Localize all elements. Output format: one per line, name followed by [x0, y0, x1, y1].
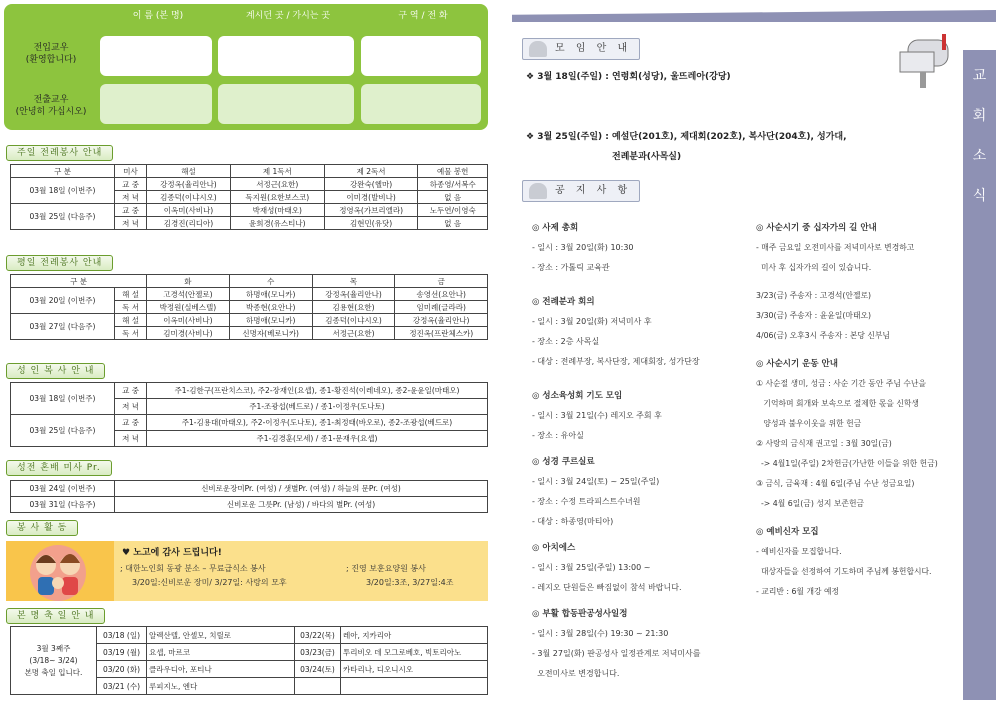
sunday-service-table [10, 164, 488, 230]
cell: 없 음 [418, 217, 488, 230]
cell: 없 음 [418, 191, 488, 204]
cell: 서정근(요한) [230, 178, 324, 191]
date-cell: 03월 24일 (이번주) [11, 481, 115, 497]
cell: 신비로운 그릇Pr. (남성) / 바다의 별Pr. (여성) [115, 497, 488, 513]
table-row [11, 415, 488, 431]
person-icon [529, 41, 547, 57]
cell: 서정근(요한) [312, 327, 395, 340]
notice-line: -> 4월1일(주일) 2차헌금(가난한 이들을 위한 헌금) [756, 459, 938, 468]
date-cell [295, 678, 341, 695]
table-row [11, 481, 488, 497]
notice-line: - 일시 : 3월 24일(토) ~ 25일(주일) [532, 477, 660, 486]
cell: 김종덕(이냐시오) [147, 191, 231, 204]
table-row [11, 178, 488, 191]
notice-title: 공 지 사 항 [555, 185, 632, 196]
notice-line: 3/23(금) 주송자 : 고경석(안젤로) [756, 291, 872, 300]
cell: 하명애(모니카) [229, 314, 312, 327]
table-row [11, 314, 488, 327]
cell: 카타리나, 디오니시오 [341, 661, 488, 678]
vertical-title-char: 교 [972, 68, 987, 84]
date-cell: 03/20 (화) [97, 661, 147, 678]
notice-heading: ◎ 부활 합동판공성사일정 [532, 609, 628, 619]
right-page [512, 10, 998, 704]
meeting-line-2b: 전례분과(사목실) [612, 152, 682, 162]
col-header: 예물 봉헌 [418, 165, 488, 178]
date-cell: 03월 27일 (다음주) [11, 314, 115, 340]
cell: 윤희경(유스티나) [230, 217, 324, 230]
notice-line: - 레지오 단원들은 빠짐없이 참석 바랍니다. [532, 583, 682, 592]
role-cell: 독 서 [115, 327, 147, 340]
notice-line: - 매주 금요일 오전미사를 저녁미사로 변경하고 [756, 243, 915, 252]
col-header: 목 [312, 275, 395, 288]
notice-heading: ◎ 사순시기 운동 안내 [756, 359, 838, 369]
date-cell: 03월 25일 (다음주) [11, 415, 115, 447]
date-cell: 03/18 (일) [97, 627, 147, 644]
cell: 클라우디아, 포티나 [147, 661, 295, 678]
marriage-table [10, 480, 488, 513]
cell: 정영옥(가브리엘라) [324, 204, 418, 217]
weekday-service-title: 평일 전례봉사 안내 [6, 255, 113, 271]
meeting-title-box [522, 38, 640, 60]
transfer-in-place-box[interactable] [218, 36, 354, 76]
vertical-title-char: 식 [972, 188, 987, 204]
volunteer-item1-title: ; 대한노인회 동광 분소 – 무료급식소 봉사 [120, 564, 266, 573]
cell: 주1-김용대(마태오), 주2-이정우(도나토), 종1-최정태(바오로), 종2-조광섭(베드로) [147, 415, 488, 431]
notice-title-box [522, 180, 640, 202]
col-header: 제 2독서 [324, 165, 418, 178]
notice-heading: ◎ 사순시기 중 십자가의 길 안내 [756, 223, 877, 233]
thanks-text: ♥ 노고에 감사 드립니다! [122, 548, 222, 558]
notice-heading: ◎ 예비신자 모집 [756, 527, 819, 537]
cell: 주1-김한구(프란치스코), 주2-장재인(요셉), 종1-황진석(이레네오), 종2-윤윤일(마태오) [147, 383, 488, 399]
notice-line: ② 사랑의 금식재 권고일 : 3월 30일(금) [756, 439, 892, 448]
transfer-out-label: 전출교우 (안녕히 가십시오) [15, 95, 87, 117]
notice-line: - 장소 : 가톨릭 교육관 [532, 263, 610, 272]
left-page [4, 4, 490, 702]
cell: 송영선(요안나) [395, 288, 488, 301]
transfer-out-district-box[interactable] [361, 84, 481, 124]
notice-heading: ◎ 성경 쿠르실료 [532, 457, 595, 467]
week-label-cell: 3월 3째주 (3/18~ 3/24) 본명 축일 입니다. [11, 627, 97, 695]
date-cell: 03/23(금) [295, 644, 341, 661]
cell: 김미경(사비나) [147, 327, 230, 340]
date-cell: 03월 31일 (다음주) [11, 497, 115, 513]
registration-box [4, 4, 488, 130]
cell: 박종현(요안나) [229, 301, 312, 314]
cell: 강정옥(율리안나) [395, 314, 488, 327]
mass-cell: 저 녁 [115, 217, 147, 230]
notice-line: - 일시 : 3월 25일(주일) 13:00 ~ [532, 563, 651, 572]
col-header: 수 [229, 275, 312, 288]
transfer-in-district-box[interactable] [361, 36, 481, 76]
cell: 노두연/이영숙 [418, 204, 488, 217]
date-cell: 03월 18일 (이번주) [11, 383, 115, 415]
vertical-title-char: 소 [972, 148, 987, 164]
date-cell: 03월 25일 (다음주) [11, 204, 115, 230]
cell: 김용현(요한) [312, 301, 395, 314]
header-name: 이 름 (본 명) [132, 11, 184, 21]
altar-service-table [10, 382, 488, 447]
sunday-service-title: 주일 전례봉사 안내 [6, 145, 113, 161]
cell: 하명애(모니카) [229, 288, 312, 301]
cell: 박정원(실베스텔) [147, 301, 230, 314]
table-row [11, 627, 488, 644]
col-header: 화 [147, 275, 230, 288]
cell: 독지원(요한보스코) [230, 191, 324, 204]
notice-line: - 일시 : 3월 20일(화) 10:30 [532, 243, 634, 252]
notice-line: - 교리반 : 6월 개강 예정 [756, 587, 840, 596]
notice-line: 4/06(금) 오후3시 주송자 : 본당 신부님 [756, 331, 890, 340]
notice-line: - 3월 27일(화) 판공성사 일정관계로 저녁미사를 [532, 649, 701, 658]
notice-heading: ◎ 전례분과 회의 [532, 297, 595, 307]
cell: 정진옥(프란체스카) [395, 327, 488, 340]
notice-line: ③ 금식, 금육재 : 4월 6일(주님 수난 성금요일) [756, 479, 915, 488]
mailbox-icon [894, 32, 956, 90]
volunteer-item2-detail: 3/20일:3조, 3/27일:4조 [366, 578, 454, 587]
feast-title: 본 명 축 일 안 내 [6, 608, 105, 624]
volunteer-title: 봉 사 활 동 [6, 520, 78, 536]
notice-line: ① 사순절 생미, 성금 : 사순 기간 동안 주님 수난을 [756, 379, 926, 388]
notice-line: - 대상 : 하종영(마티아) [532, 517, 614, 526]
header-place: 계시던 곳 / 가시는 곳 [245, 11, 331, 21]
date-cell: 03/24(토) [295, 661, 341, 678]
volunteer-item1-detail: 3/20일:신비로운 장미/ 3/27일: 사랑의 모후 [132, 578, 287, 587]
transfer-out-place-box[interactable] [218, 84, 354, 124]
cell: 신비로운장미Pr. (여성) / 샛별Pr. (여성) / 하늘의 문Pr. (여성) [115, 481, 488, 497]
mass-cell: 저 녁 [115, 431, 147, 447]
cell: 김종덕(이냐시오) [312, 314, 395, 327]
transfer-out-name-box[interactable] [100, 84, 212, 124]
cell: 고경석(안젤로) [147, 288, 230, 301]
col-header: 구 분 [11, 165, 115, 178]
mass-cell: 저 녁 [115, 399, 147, 415]
mass-cell: 교 중 [115, 204, 147, 217]
table-row [11, 383, 488, 399]
meeting-title: 모 임 안 내 [555, 43, 632, 54]
notice-line: 미사 후 십자가의 길이 있습니다. [756, 263, 872, 272]
date-cell: 03/22(목) [295, 627, 341, 644]
role-cell: 독 서 [115, 301, 147, 314]
cell: 주1-김경훈(모세) / 종1-문재우(요셉) [147, 431, 488, 447]
date-cell: 03/21 (수) [97, 678, 147, 695]
cell: 임미례(글라라) [395, 301, 488, 314]
cell: 김현민(유닷) [324, 217, 418, 230]
meeting-line-2: ❖ 3월 25일(주일) : 예설단(201호), 제대회(202호), 복사단(204호), 성가대, [526, 132, 847, 142]
col-header: 금 [395, 275, 488, 288]
cell: 이미경(발비나) [324, 191, 418, 204]
mass-cell: 저 녁 [115, 191, 147, 204]
notice-line: 양성과 불우이웃을 위한 헌금 [756, 419, 862, 428]
col-header: 해설 [147, 165, 231, 178]
notice-heading: ◎ 사제 총회 [532, 223, 579, 233]
family-illustration [20, 539, 96, 603]
feast-table [10, 626, 488, 695]
notice-line: - 장소 : 유아실 [532, 431, 584, 440]
volunteer-banner [6, 541, 488, 601]
altar-service-title: 성 인 복 사 안 내 [6, 363, 105, 379]
role-cell: 해 설 [115, 314, 147, 327]
date-cell: 03월 18일 (이번주) [11, 178, 115, 204]
mass-cell: 교 중 [115, 415, 147, 431]
notice-column-left [532, 218, 752, 684]
date-cell: 03/19 (월) [97, 644, 147, 661]
notice-line: 오전미사로 변경합니다. [532, 669, 620, 678]
notice-heading: ◎ 성소육성회 기도 모임 [532, 391, 623, 401]
cell [341, 678, 488, 695]
role-cell: 해 설 [115, 288, 147, 301]
col-header: 미사 [115, 165, 147, 178]
notice-line: - 예비신자를 모집합니다. [756, 547, 842, 556]
cell: 박재성(마태오) [230, 204, 324, 217]
notice-line: - 장소 : 수정 트라피스트수녀원 [532, 497, 641, 506]
cell: 투리비오 데 모그로베호, 빅토리아노 [341, 644, 488, 661]
volunteer-item2-title: ; 진영 보훈요양원 봉사 [346, 564, 426, 573]
date-cell: 03월 20일 (이번주) [11, 288, 115, 314]
table-row [11, 288, 488, 301]
top-bar [512, 10, 996, 22]
transfer-in-label: 전입교우 (환영합니다) [25, 43, 77, 65]
vertical-title-tab [963, 50, 996, 700]
transfer-in-name-box[interactable] [100, 36, 212, 76]
person-icon [529, 183, 547, 199]
mass-cell: 교 중 [115, 178, 147, 191]
notice-line: - 일시 : 3월 28일(수) 19:30 ~ 21:30 [532, 629, 669, 638]
mass-cell: 교 중 [115, 383, 147, 399]
cell: 알렉산텔, 안셀모, 치릴로 [147, 627, 295, 644]
notice-line: -> 4월 6일(금) 성지 보존헌금 [756, 499, 865, 508]
cell: 레아, 지카리아 [341, 627, 488, 644]
cell: 강완숙(헬마) [324, 178, 418, 191]
col-header: 제 1독서 [230, 165, 324, 178]
meeting-line-1: ❖ 3월 18일(주일) : 연령회(성당), 울뜨레아(강당) [526, 72, 731, 82]
cell: 주1-조광섭(베드로) / 종1-이정우(도나토) [147, 399, 488, 415]
notice-line: - 대상 : 전례부장, 복사단장, 제대회장, 성가단장 [532, 357, 700, 366]
notice-line: - 장소 : 2층 사목실 [532, 337, 600, 346]
cell: 이옥미(사비나) [147, 314, 230, 327]
cell: 신명자(베로니카) [229, 327, 312, 340]
table-row [11, 204, 488, 217]
cell: 요셉, 마르코 [147, 644, 295, 661]
notice-line: 대상자들을 선정하여 기도하며 주님께 봉헌합시다. [756, 567, 932, 576]
cell: 김경진(리디아) [147, 217, 231, 230]
vertical-title-char: 회 [972, 108, 987, 124]
notice-line: - 일시 : 3월 20일(화) 저녁미사 후 [532, 317, 652, 326]
marriage-title: 성전 혼배 미사 Pr. [6, 460, 112, 476]
table-row [11, 497, 488, 513]
col-header: 구 분 [11, 275, 147, 288]
cell: 하종영/서복수 [418, 178, 488, 191]
cell: 루피지노, 엔다 [147, 678, 295, 695]
weekday-service-table [10, 274, 488, 340]
header-district: 구 역 / 전 화 [398, 11, 448, 21]
cell: 강정옥(율리안나) [147, 178, 231, 191]
cell: 강정옥(율리안나) [312, 288, 395, 301]
notice-column-right [756, 218, 964, 602]
notice-heading: ◎ 아치에스 [532, 543, 576, 553]
notice-line: - 일시 : 3월 21일(수) 레지오 주회 후 [532, 411, 662, 420]
notice-line: 기억하며 회개와 보속으로 절제한 몫을 신학생 [756, 399, 919, 408]
volunteer-content [114, 541, 488, 601]
cell: 이옥미(사비나) [147, 204, 231, 217]
notice-line: 3/30(금) 주송자 : 윤윤일(마태오) [756, 311, 872, 320]
